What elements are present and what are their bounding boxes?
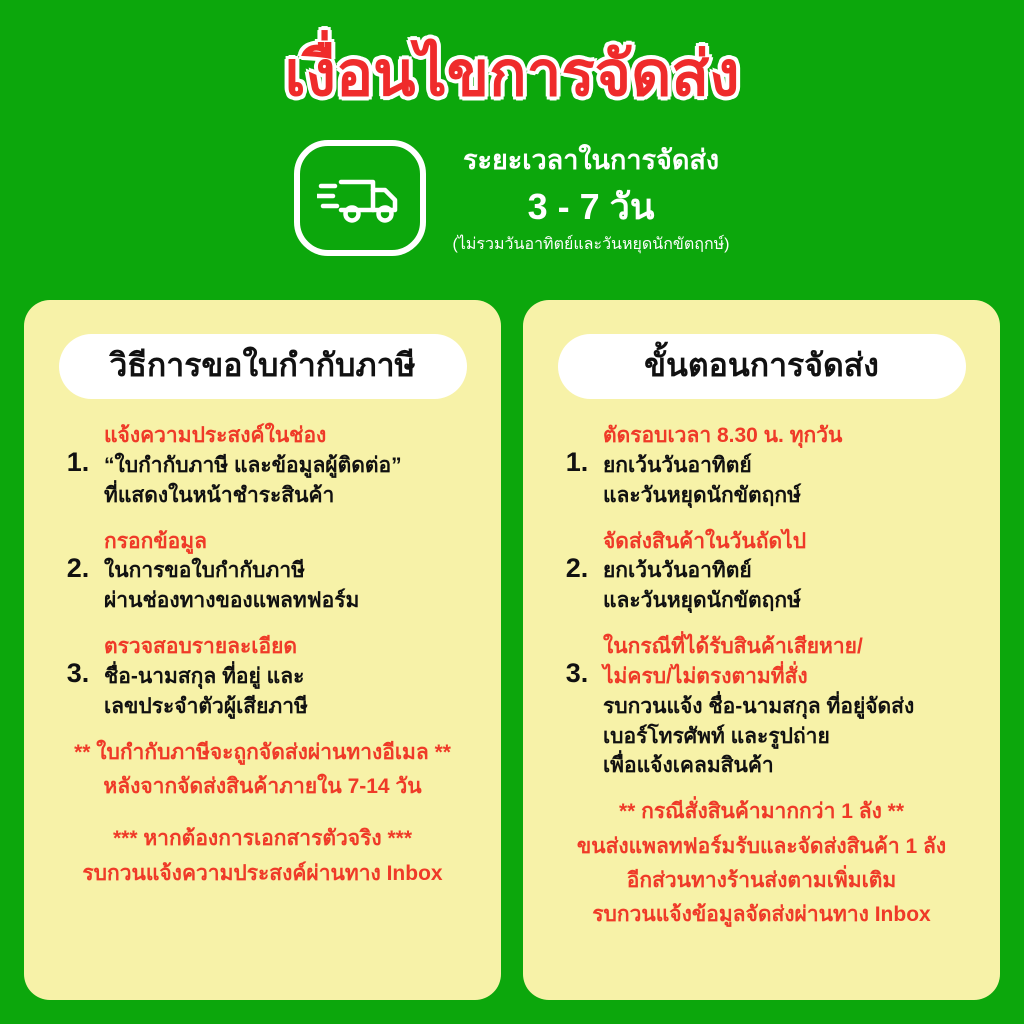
footnote: รบกวนแจ้งข้อมูลจัดส่งผ่านทาง Inbox [592, 903, 931, 927]
step-line: ยกเว้นวันอาทิตย์ [603, 454, 752, 477]
step-body [603, 527, 972, 616]
card-title: วิธีการขอใบกำกับภาษี [59, 334, 467, 399]
delivery-time-label: ระยะเวลาในการจัดส่ง [462, 145, 720, 175]
step-number: 2. [565, 552, 589, 583]
footnote: รบกวนแจ้งความประสงค์ผ่านทาง Inbox [82, 861, 443, 885]
step-number: 1. [565, 447, 589, 478]
footnote: หลังจากจัดส่งสินค้าภายใน 7-14 วัน [103, 774, 422, 798]
list-item [551, 527, 972, 616]
step-number: 1. [66, 447, 90, 478]
delivery-time-value: 3 - 7 วัน [527, 185, 655, 227]
step-number: 2. [66, 552, 90, 583]
step-line: จัดส่งสินค้าในวันถัดไป [603, 529, 807, 553]
step-line: รบกวนแจ้ง ชื่อ-นามสกุล ที่อยู่จัดส่ง [603, 694, 915, 718]
delivery-time-note: (ไม่รวมวันอาทิตย์และวันหยุดนักขัตฤกษ์) [452, 235, 730, 253]
step-body [104, 421, 473, 510]
step-line: ไม่ครบ/ไม่ตรงตามที่สั่ง [603, 664, 808, 688]
list-item [551, 421, 972, 510]
footnote: ขนส่งแพลทฟอร์มรับและจัดส่งสินค้า 1 ลัง [576, 834, 947, 858]
footnote: ** ใบกำกับภาษีจะถูกจัดส่งผ่านทางอีเมล ** [74, 740, 451, 764]
footnotes [46, 738, 479, 890]
card-title: ขั้นตอนการจัดส่ง [558, 334, 966, 399]
step-line: เลขประจำตัวผู้เสียภาษี [104, 694, 308, 718]
step-body [603, 632, 972, 781]
step-line: ตัดรอบเวลา 8.30 น. ทุกวัน [603, 424, 843, 448]
card-tax-invoice [24, 300, 501, 1000]
list-item [52, 632, 473, 721]
step-line: แจ้งความประสงค์ในช่อง [104, 424, 327, 448]
footnote: *** หากต้องการเอกสารตัวจริง *** [112, 827, 412, 851]
step-number: 3. [66, 658, 90, 689]
step-line: และวันหยุดนักขัตฤกษ์ [603, 589, 801, 613]
delivery-time-block [0, 140, 1024, 257]
footnotes [545, 797, 978, 931]
spacer [46, 806, 479, 824]
step-line: ในการขอใบกำกับภาษี [104, 559, 305, 583]
list-item [52, 527, 473, 616]
steps-list [52, 421, 473, 721]
step-line: และวันหยุดนักขัตฤกษ์ [603, 483, 801, 507]
step-line: เพื่อแจ้งเคลมสินค้า [603, 754, 774, 778]
step-line: กรอกข้อมูล [104, 529, 208, 553]
card-shipping-steps [523, 300, 1000, 1000]
step-line: ที่แสดงในหน้าชำระสินค้า [104, 483, 335, 507]
list-item [52, 421, 473, 510]
step-body [104, 527, 473, 616]
footnote: ** กรณีสั่งสินค้ามากกว่า 1 ลัง ** [618, 800, 905, 824]
cards-container [24, 300, 1000, 1000]
footnote: อีกส่วนทางร้านส่งตามเพิ่มเติม [626, 869, 897, 892]
step-line: เบอร์โทรศัพท์ และรูปถ่าย [603, 724, 830, 748]
page-title: เงื่อนไขการจัดส่ง [284, 40, 740, 109]
step-line: ชื่อ-นามสกุล ที่อยู่ และ [104, 664, 305, 688]
list-item [551, 632, 972, 781]
step-line: “ใบกำกับภาษี และข้อมูลผู้ติดต่อ” [104, 454, 402, 477]
step-body [603, 421, 972, 510]
step-line: ยกเว้นวันอาทิตย์ [603, 559, 752, 583]
step-body [104, 632, 473, 721]
steps-list [551, 421, 972, 781]
step-line: ผ่านช่องทางของแพลทฟอร์ม [104, 589, 360, 613]
step-line: ในกรณีที่ได้รับสินค้าเสียหาย/ [603, 635, 863, 659]
step-line: ตรวจสอบรายละเอียด [104, 635, 298, 659]
step-number: 3. [565, 658, 589, 689]
delivery-truck-icon [294, 140, 426, 256]
